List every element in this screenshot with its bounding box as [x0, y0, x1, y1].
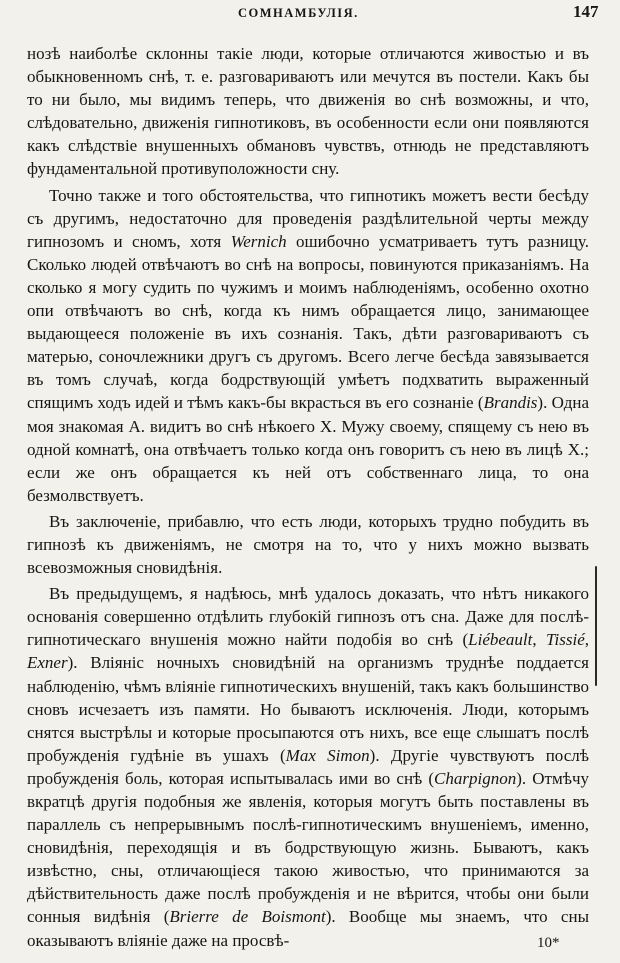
- text-run: нозѣ наиболѣе склонны такіе люди, которые отличаются живостью и въ обыкновенномъ снѣ, т. е. разговариваютъ или мечутся въ постели. Какъ бы то ни было, мы видимъ теперь, что движенія во снѣ возможны, и что, слѣдовательно, движенія гипнотиковъ, въ особенности если они появляются какъ слѣдствіе внушенныхъ обмановъ чувствъ, отнюдь не представляютъ фундаментальной противуположности сну.: [27, 44, 589, 179]
- text-run: ошибочно усматриваетъ тутъ разницу. Сколько людей отвѣчаютъ во снѣ на вопросы, повинуются приказаніямъ. На сколько я могу судить по чужимъ и моимъ наблюденіямъ, особенно охотно опи отвѣчаютъ во снѣ, когда къ нимъ обращается лицо, занимающее выдающееся положеніе въ ихъ сознанія. Такъ, дѣти разговариваютъ съ матерью, соночлежники другъ съ другомъ. Всего легче бесѣда завязывается въ томъ случаѣ, когда бодрствующій умѣетъ подхватить выраженный спящимъ ходъ идей и тѣмъ какъ-бы вкрасться въ его сознаніе (: [27, 231, 589, 413]
- text-run: ). Вліяніс ночныхъ сновидѣній на организмъ труднѣе поддается наблюденію, чѣмъ вліяніе гипнотическихъ внушеній, такъ какъ большинство сновъ исчезаетъ изъ памяти. Но бываютъ исключенія. Люди, которымъ снятся выстрѣлы и которые просыпаются отъ нихъ, все еще слышатъ послѣ пробужденія гудѣніе въ ушахъ (: [27, 653, 589, 765]
- paragraph: [27, 582, 589, 952]
- paragraph: [27, 184, 589, 507]
- cited-author: Charpignon: [434, 768, 517, 788]
- text-run: ). Вообще мы знаемъ, что сны оказываютъ вліяніе даже на просвѣ-: [27, 907, 589, 950]
- text-run: ). Другіе чувствуютъ послѣ пробужденія боль, которая испытывалась ими во снѣ (: [27, 745, 589, 788]
- cited-author: Brandis: [483, 393, 538, 413]
- text-run: Въ предыдущемъ, я надѣюсь, мнѣ удалось доказать, что нѣтъ никакого основанія совершенно отдѣлить глубокій гипнозъ отъ сна. Даже для послѣ-гипнотическаго внушенія можно найти подобія во снѣ (: [27, 584, 589, 650]
- cited-author: Brierre de Boismont: [169, 907, 326, 927]
- text-run: ). Отмѣчу вкратцѣ другія подобныя же явленія, которыя могутъ быть поставлены въ параллель съ непрерывнымъ послѣ-гипнотическимъ внушеніемъ, именно, сновидѣнія, переходящія и въ бодрствующую жизнь. Бываютъ, какъ извѣстно, сны, отличающіеся такою живостью, что принимаются за дѣйствительность даже послѣ пробужденія и не вѣрится, чтобы они были сонныя видѣнія (: [27, 768, 589, 927]
- page-number: 147: [573, 2, 599, 21]
- text-run: Въ заключеніе, прибавлю, что есть люди, которыхъ трудно побудить въ гипнозѣ къ движеніямъ, не смотря на то, что у нихъ можно вызвать всевозможныя сновидѣнія.: [27, 511, 589, 578]
- page-header: [0, 4, 620, 30]
- cited-author: Max Simon: [285, 745, 370, 765]
- body-text: [27, 42, 589, 952]
- cited-author: Liébeault: [468, 630, 533, 650]
- cited-author: Exner: [27, 653, 68, 673]
- printer-signature-mark: 10*: [537, 935, 560, 951]
- paragraph: [27, 510, 589, 579]
- text-run: ,: [532, 630, 546, 650]
- running-title: СОМНАМБУЛІЯ.: [238, 6, 359, 20]
- paragraph: [27, 42, 589, 181]
- cited-author: Tissié: [546, 630, 585, 650]
- margin-mark: [595, 566, 597, 686]
- cited-author: Wernich: [230, 231, 287, 251]
- text-run: ). Одна моя знакомая А. видитъ во снѣ нѣкоего X. Мужу своему, спящему съ нею въ одной комнатѣ, она отвѣчаетъ только когда онъ говоритъ съ нею въ лицѣ X.; если же онъ обращается къ ней отъ собственнаго лица, то она безмолвствуетъ.: [27, 393, 589, 505]
- text-run: Точно также и того обстоятельства, что гипнотикъ можетъ вести бесѣду съ другимъ, недостаточно для проведенія раздѣлительной черты между гипнозомъ и сномъ, хотя: [27, 185, 589, 251]
- text-run: ,: [584, 630, 589, 650]
